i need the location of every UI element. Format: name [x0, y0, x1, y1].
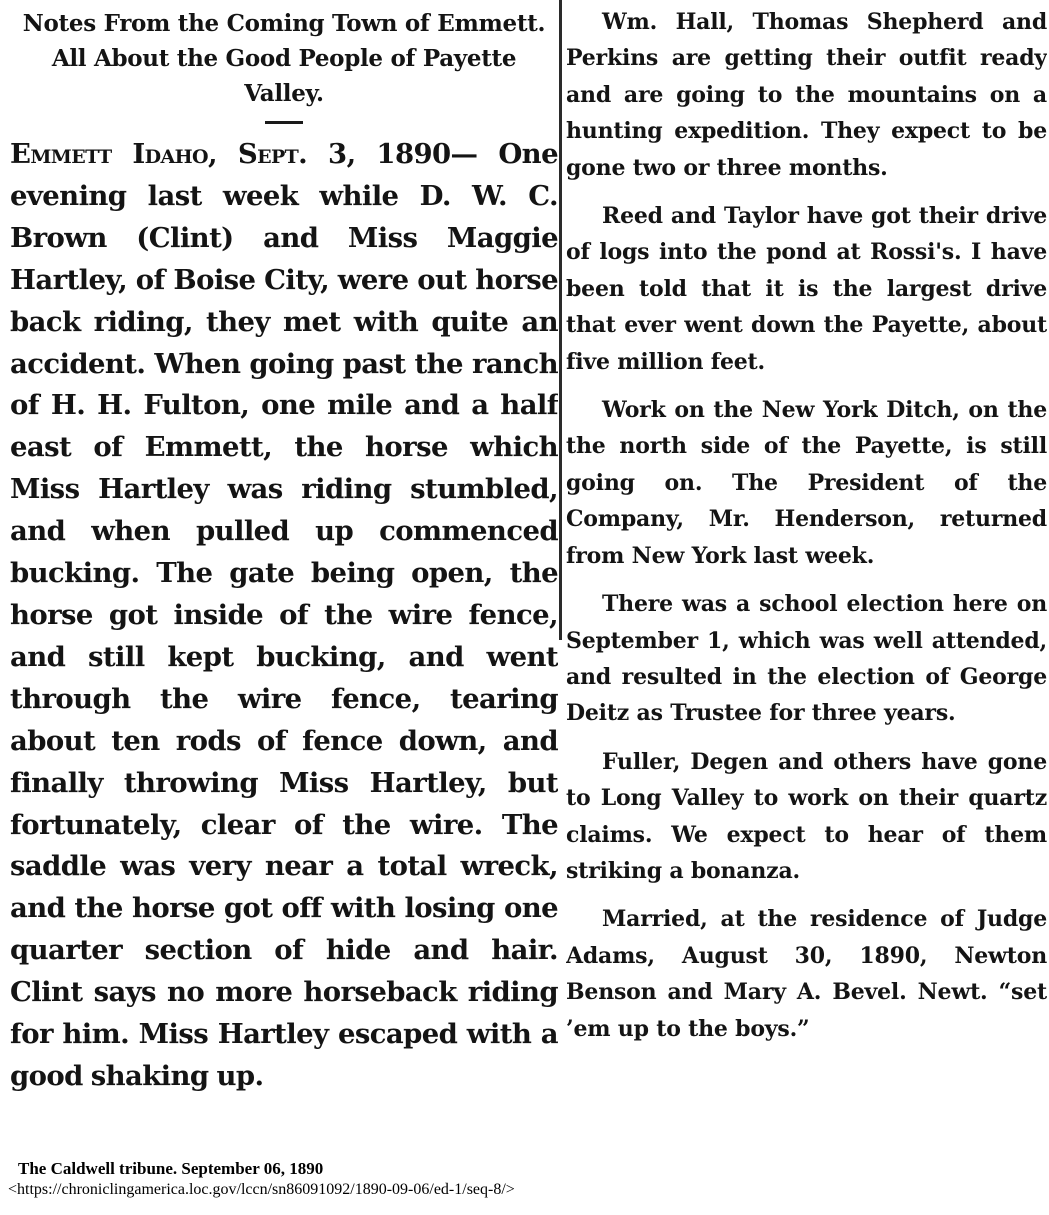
left-column: [10, 0, 558, 1158]
note-new-york-ditch: Work on the New York Ditch, on the the north side of the Payette, is still going on. The President of the Company, Mr. Henderson, returned from New York last week.: [566, 397, 1047, 569]
main-story-body: One evening last week while D. W. C. Brown (Clint) and Miss Maggie Hartley, of Boise City, were out horse back riding, they met with quite an accident. When going past the ranch of H. H. Fulton, one mile and a half east of Emmett, the horse which Miss Hartley was riding stumbled, and when pulled up commenced bucking. The gate being open, the horse got inside of the wire fence, and still kept bucking, and went through the wire fence, tearing about ten rods of fence down, and finally throwing Miss Hartley, but fortunately, clear of the wire. The saddle was very near a total wreck, and the horse got off with losing one quarter section of hide and hair. Clint says no more horseback riding for him. Miss Hartley escaped with a good shaking up.: [10, 138, 558, 1092]
headline-rule: [265, 121, 303, 124]
column-divider: [559, 0, 562, 640]
note-quartz-claims: Fuller, Degen and others have gone to Long Valley to work on their quartz claims. We expect to hear of them striking a bonanza.: [566, 748, 1047, 884]
article-headline: Notes From the Coming Town of Emmett. All About the Good People of Payette Valley.: [22, 10, 546, 107]
source-title: The Caldwell tribune. September 06, 1890: [18, 1159, 324, 1178]
note-log-drive: Reed and Taylor have got their drive of logs into the pond at Rossi's. I have been told that it is the largest drive that ever went down the Payette, about five million feet.: [566, 203, 1047, 375]
note-school-election: There was a school election here on September 1, which was well attended, and resulted in the election of George Deitz as Trustee for three years.: [566, 591, 1047, 727]
note-hunting-expedition: Wm. Hall, Thomas Shepherd and Perkins are getting their outfit ready and are going to the mountains on a hunting expedition. They expect to be gone two or three months.: [566, 9, 1047, 181]
main-story: [10, 134, 558, 1098]
source-url[interactable]: <https://chroniclingamerica.loc.gov/lccn/sn86091092/1890-09-06/ed-1/seq-8/>: [8, 1181, 515, 1198]
note-marriage: Married, at the residence of Judge Adams, August 30, 1890, Newton Benson and Mary A. Bevel. Newt. “set ’em up to the boys.”: [566, 906, 1047, 1042]
source-caption: [8, 1158, 1038, 1200]
right-column: [566, 0, 1047, 1158]
dateline: Emmett Idaho, Sept. 3, 1890—: [10, 138, 478, 170]
